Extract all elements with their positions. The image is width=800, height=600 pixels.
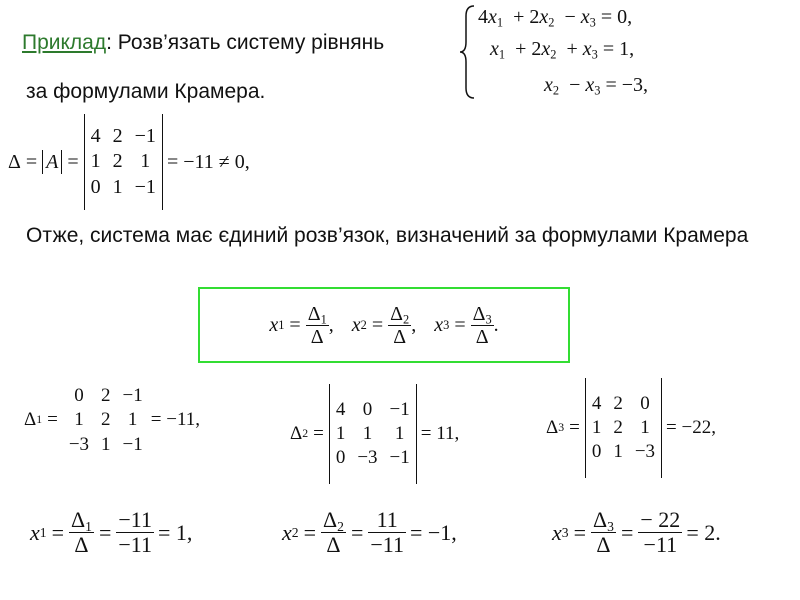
matrix-cell: 0 — [591, 441, 602, 463]
solution-x1: x 1 = $\frac{\Delta_1}{\Delta}$ = $\frac{-11}{-11}$ = 1, — [30, 507, 193, 558]
matrix-cell: 1 — [613, 441, 623, 463]
matrix-cell: 2 — [112, 124, 123, 147]
formula-x3-fraction: $\frac{\Delta_3}{\Delta}$ — [472, 302, 492, 348]
main-matrix — [85, 124, 162, 201]
intro-line-1 — [22, 31, 384, 55]
matrix-cell: 2 — [101, 409, 111, 431]
system-eq-1: $4x_1 + 2x_2 - x_3 = 0$, — [478, 6, 633, 30]
delta-2-matrix — [330, 398, 416, 471]
solution-x2: x 2 = $\frac{\Delta_2}{\Delta}$ = $\frac{11}{-11}$ = −1, — [282, 507, 457, 558]
matrix-row — [330, 446, 416, 470]
solution-x3: x 3 = $\frac{\Delta_3}{\Delta}$ = $\frac{- 22}{-11}$ = 2. — [552, 507, 721, 558]
formula-x1-fraction: $\frac{\Delta_1}{\Delta}$ — [307, 302, 327, 348]
matrix-row — [586, 440, 661, 464]
matrix-cell: 1 — [140, 150, 151, 173]
matrix-cell: −3 — [357, 447, 378, 469]
matrix-cell: −1 — [134, 175, 156, 198]
delta-2-determinant: Δ 2 = 4 0 −1 1 1 1 0 −3 −1 = 11, — [290, 384, 459, 484]
matrix-cell: −3 — [634, 441, 656, 463]
matrix-cell: 1 — [362, 422, 373, 444]
matrix-cell: 1 — [101, 433, 111, 455]
matrix-cell: 4 — [591, 392, 602, 414]
delta-symbol: Δ — [8, 150, 21, 173]
matrix-cell: 4 — [335, 398, 346, 420]
matrix-row — [63, 408, 149, 432]
matrix-row — [85, 124, 162, 150]
matrix-cell: −1 — [389, 447, 410, 469]
delta-3-determinant: Δ 3 = 4 2 0 1 2 1 0 1 −3 = −22, — [546, 378, 716, 478]
matrix-cell: 0 — [335, 447, 346, 469]
matrix-row — [330, 398, 416, 422]
system-brace — [458, 4, 478, 100]
main-determinant-result: = −11 ≠ 0, — [166, 150, 250, 173]
equation-system — [458, 4, 698, 100]
matrix-cell: 1 — [591, 416, 602, 438]
matrix-row — [586, 416, 661, 440]
intro-text: : Розв’язать систему рівнянь — [106, 31, 385, 54]
matrix-cell: 1 — [112, 175, 123, 198]
formula-x2-fraction: $\frac{\Delta_2}{\Delta}$ — [390, 302, 410, 348]
matrix-cell: −1 — [122, 385, 143, 406]
matrix-cell: 1 — [127, 409, 138, 431]
conclusion-text: Отже, система має єдиний розв’язок, визначений за формулами Крамера — [26, 224, 749, 247]
main-determinant: Δ = A = 4 2 −1 1 2 1 0 1 −1 = −11 ≠ 0, — [8, 114, 250, 210]
matrix-cell: −1 — [122, 433, 143, 455]
system-eq-3: $x_2 - x_3 = -3$, — [544, 74, 649, 98]
matrix-cell: 1 — [335, 422, 346, 444]
intro-line-2: за формулами Крамера. — [26, 80, 266, 103]
matrix-cell: 2 — [101, 385, 111, 406]
matrix-cell: 2 — [112, 150, 123, 173]
matrix-cell: 0 — [362, 398, 373, 420]
matrix-cell: −1 — [134, 124, 156, 147]
matrix-cell: 4 — [90, 124, 101, 147]
system-eq-2: $x_1 + 2x_2 + x_3 = 1$, — [490, 38, 635, 62]
matrix-cell: 0 — [90, 175, 101, 198]
matrix-row — [330, 422, 416, 446]
matrix-row — [63, 433, 149, 457]
delta-1-matrix — [63, 384, 149, 457]
matrix-cell: 0 — [74, 385, 84, 406]
delta-3-matrix — [586, 392, 661, 465]
matrix-a-symbol: A — [46, 150, 59, 173]
matrix-row — [63, 384, 149, 408]
cramer-formulas-box: x 1 = $\frac{\Delta_1}{\Delta}$ , x 2 = $\frac{\Delta_2}{\Delta}$ , x 3 = $\frac{\Delta_3}{\Delta}$ . — [198, 287, 570, 363]
matrix-row — [85, 149, 162, 175]
matrix-cell: 2 — [613, 416, 623, 438]
matrix-row — [85, 175, 162, 201]
example-link[interactable]: Приклад — [22, 31, 107, 54]
matrix-cell: 1 — [640, 416, 650, 438]
matrix-cell: 0 — [640, 392, 650, 414]
matrix-cell: −3 — [68, 433, 90, 455]
matrix-cell: −1 — [389, 398, 410, 420]
matrix-row — [586, 392, 661, 416]
matrix-cell: 1 — [90, 150, 101, 173]
matrix-cell: 2 — [613, 392, 623, 414]
matrix-cell: 1 — [394, 422, 405, 444]
matrix-cell: 1 — [74, 409, 84, 431]
delta-1-determinant: Δ 1 = 0 2 −1 1 2 1 −3 1 −1 = −11, — [24, 384, 200, 457]
